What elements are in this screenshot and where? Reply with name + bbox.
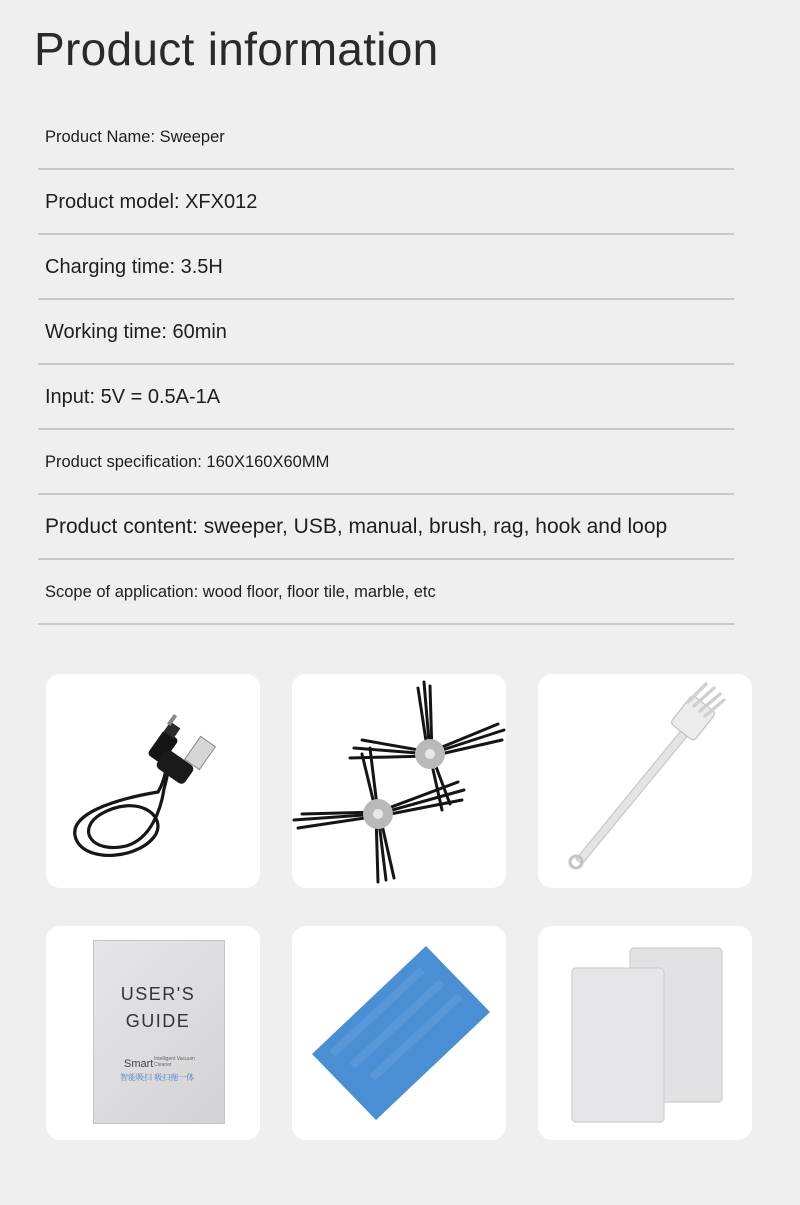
spec-row-input [38, 366, 734, 430]
spec-row-content [38, 496, 734, 560]
usb-cable-card [46, 674, 260, 888]
spec-text: Product model: XFX012 [45, 190, 258, 213]
usb-cable-icon [46, 674, 260, 888]
manual-card [46, 926, 260, 1140]
spec-row-specification [38, 431, 734, 495]
rag-icon [292, 926, 506, 1140]
spec-row-working [38, 301, 734, 365]
spec-text: Product content: sweeper, USB, manual, brush, rag, hook and loop [45, 515, 668, 538]
spec-text: Input: 5V = 0.5A-1A [45, 385, 221, 408]
manual-chinese: 智能吸扫 吸扫拖一体 [120, 1073, 195, 1082]
velcro-card [538, 926, 752, 1140]
spec-text: Working time: 60min [45, 320, 227, 343]
manual-title-line1: USER'S [120, 984, 196, 1004]
rag-card [292, 926, 506, 1140]
side-brush-card [292, 674, 506, 888]
cleaning-brush-card [538, 674, 752, 888]
spec-text: Product Name: Sweeper [45, 127, 225, 146]
cleaning-brush-icon [538, 674, 752, 888]
manual-brand: Smart [124, 1058, 154, 1070]
manual-booklet [93, 940, 225, 1124]
spec-text: Charging time: 3.5H [45, 255, 223, 278]
manual-title-line2: GUIDE [125, 1011, 191, 1031]
spec-text: Product specification: 160X160X60MM [45, 452, 330, 471]
spec-row-charging [38, 236, 734, 300]
page-title: Product information [34, 23, 439, 75]
velcro-pad-icon [538, 926, 752, 1140]
spec-row-name [38, 106, 734, 170]
manual-subtitle: Intelligent Vacuum Cleaner [154, 1056, 195, 1068]
spec-row-model [38, 171, 734, 235]
spec-row-scope [38, 561, 734, 625]
spec-list [38, 106, 734, 626]
spec-text: Scope of application: wood floor, floor tile, marble, etc [45, 582, 436, 601]
side-brush-icon [292, 674, 506, 888]
